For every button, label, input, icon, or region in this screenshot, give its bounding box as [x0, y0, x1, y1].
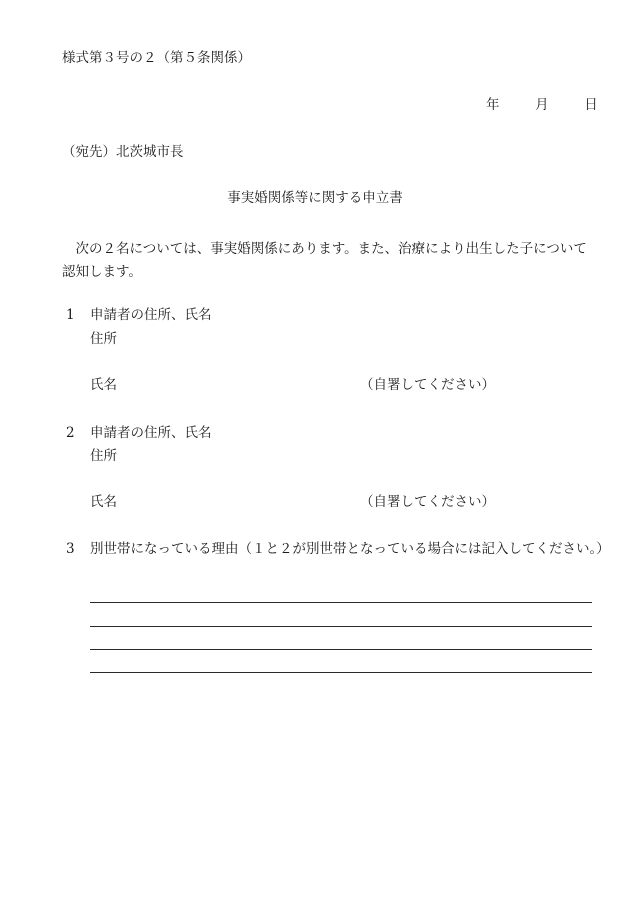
reason-writing-line[interactable]	[90, 602, 592, 603]
date-line	[486, 99, 598, 113]
reason-writing-line[interactable]	[90, 626, 592, 627]
item-number-2: 2	[66, 425, 75, 441]
day-label: 日	[584, 97, 598, 113]
applicant-2-heading: 申請者の住所、氏名	[90, 425, 212, 441]
applicant-2-signature-note: （自署してください）	[360, 494, 495, 510]
applicant-1-name-label: 氏名	[90, 377, 117, 393]
declaration-text: 次の２名については、事実婚関係にあります。また、治療により出生した子について認知します。	[62, 241, 587, 280]
reason-writing-line[interactable]	[90, 649, 592, 650]
addressee: （宛先）北茨城市長	[62, 144, 184, 160]
document-title: 事実婚関係等に関する申立書	[227, 190, 403, 206]
applicant-2-name-label: 氏名	[90, 494, 117, 510]
year-label: 年	[486, 97, 500, 113]
month-label: 月	[535, 97, 549, 113]
item-number-1: 1	[66, 307, 75, 323]
reason-heading: 別世帯になっている理由（１と２が別世帯となっている場合には記入してください。）	[90, 541, 610, 557]
applicant-1-address-label: 住所	[90, 331, 117, 347]
reason-writing-line[interactable]	[90, 672, 592, 673]
form-number: 様式第３号の２（第５条関係）	[62, 50, 251, 66]
item-number-3: 3	[66, 541, 75, 557]
applicant-2-address-label: 住所	[90, 448, 117, 464]
applicant-1-heading: 申請者の住所、氏名	[90, 307, 212, 323]
applicant-1-signature-note: （自署してください）	[360, 377, 495, 393]
